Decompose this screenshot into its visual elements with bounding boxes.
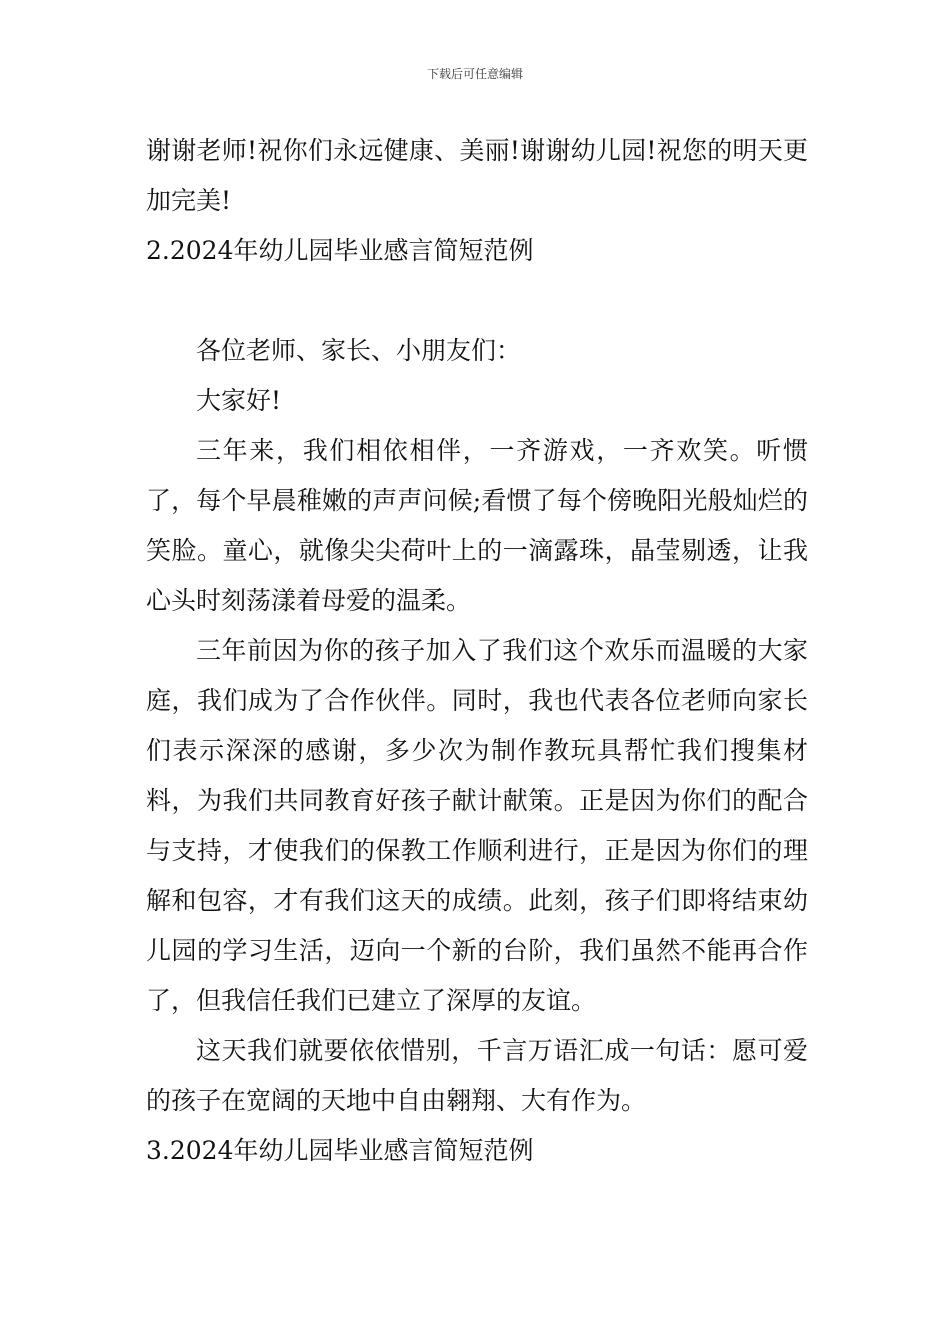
body-paragraph: 三年前因为你的孩子加入了我们这个欢乐而温暖的大家庭，我们成为了合作伙伴。同时，我也代表各位老师向家长们表示深深的感谢，多少次为制作教玩具帮忙我们搜集材料，为我们共同教育好孩子献计献策。正是因为你们的配合与支持，才使我们的保教工作顺利进行，正是因为你们的理解和包容，才有我们这天的成绩。此刻，孩子们即将结束幼儿园的学习生活，迈向一个新的台阶，我们虽然不能再合作了，但我信任我们已建立了深厚的友谊。: [146, 636, 808, 1015]
body-paragraph: 这天我们就要依依惜别，千言万语汇成一句话：愿可爱的孩子在宽阔的天地中自由翱翔、大有作为。: [146, 1036, 808, 1115]
body-paragraph: 三年来，我们相依相伴，一齐游戏，一齐欢笑。听惯了，每个早晨稚嫩的声声问候;看惯了每个傍晚阳光般灿烂的笑脸。童心，就像尖尖荷叶上的一滴露珠，晶莹剔透，让我心头时刻荡漾着母爱的温柔。: [146, 436, 808, 615]
closing-paragraph: 谢谢老师!祝你们永远健康、美丽!谢谢幼儿园!祝您的明天更加完美!: [146, 136, 808, 215]
greeting: 大家好!: [196, 386, 282, 415]
section-heading-2: 2.2024年幼儿园毕业感言简短范例: [146, 236, 534, 265]
header-note: 下载后可任意编辑: [426, 67, 523, 81]
document-body: [146, 126, 808, 1176]
salutation: 各位老师、家长、小朋友们：: [196, 336, 522, 365]
section-heading-3: 3.2024年幼儿园毕业感言简短范例: [146, 1136, 534, 1165]
blank-line: [146, 276, 808, 326]
